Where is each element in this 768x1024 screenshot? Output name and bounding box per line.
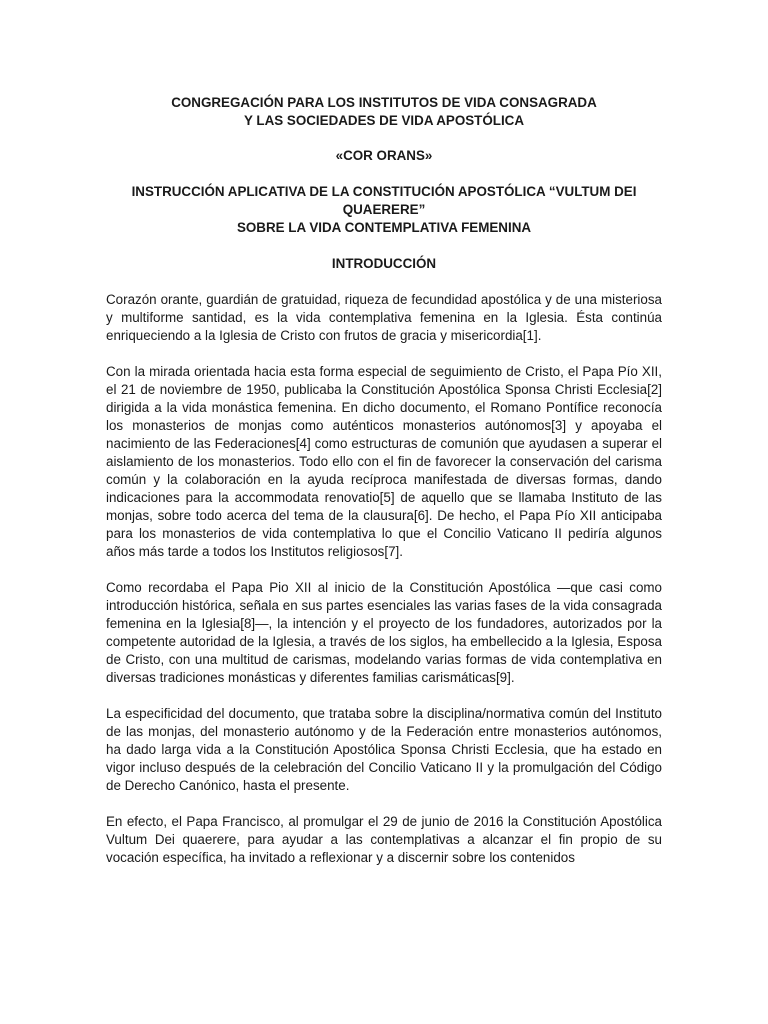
document-title: «COR ORANS» [335,148,433,163]
paragraph: Como recordaba el Papa Pio XII al inicio de la Constitución Apostólica —que casi como introducción histórica, señala en sus partes esenciales las varias fases de la vida consagrada femenina en la Iglesia[8]—, la intención y el proyecto de los fundadores, autorizados por la competente autoridad de la Iglesia, a través de los siglos, ha embellecido a la Iglesia, Esposa de Cristo, con una multitud de carismas, modelando varias formas de vida contemplativa en diversas tradiciones monásticas y diferentes familias carismáticas[9]. [106,580,662,685]
header-line-1: CONGREGACIÓN PARA LOS INSTITUTOS DE VIDA CONSAGRADA [171,95,597,110]
document-body [106,94,662,885]
congregation-header [106,94,662,130]
header-line-2: Y LAS SOCIEDADES DE VIDA APOSTÓLICA [244,113,524,128]
paragraph: En efecto, el Papa Francisco, al promulgar el 29 de junio de 2016 la Constitución Apostólica Vultum Dei quaerere, para ayudar a las contemplativas a alcanzar el fin propio de su vocación específica, ha invitado a reflexionar y a discernir sobre los contenidos [106,814,662,865]
paragraph: La especificidad del documento, que trataba sobre la disciplina/normativa común del Instituto de las monjas, del monasterio autónomo y de la Federación entre monasterios autónomos, ha dado larga vida a la Constitución Apostólica Sponsa Christi Ecclesia, que ha estado en vigor incluso después de la celebración del Concilio Vaticano II y la promulgación del Código de Derecho Canónico, hasta el presente. [106,706,662,793]
document-subtitle [106,183,662,237]
paragraph: Corazón orante, guardián de gratuidad, riqueza de fecundidad apostólica y de una misteriosa y multiforme santidad, es la vida contemplativa femenina en la Iglesia. Ésta continúa enriqueciendo a la Iglesia de Cristo con frutos de gracia y misericordia[1]. [106,292,662,343]
subtitle-line-2: SOBRE LA VIDA CONTEMPLATIVA FEMENINA [236,220,532,235]
section-title: INTRODUCCIÓN [331,256,437,271]
paragraph: Con la mirada orientada hacia esta forma especial de seguimiento de Cristo, el Papa Pío XII, el 21 de noviembre de 1950, publicaba la Constitución Apostólica Sponsa Christi Ecclesia[2] dirigida a la vida monástica femenina. En dicho documento, el Romano Pontífice reconocía los monasterios de monjas como auténticos monasterios autónomos[3] y apoyaba el nacimiento de las Federaciones[4] como estructuras de comunión que ayudasen a superar el aislamiento de los monasterios. Todo ello con el fin de favorecer la conservación del carisma común y la colaboración en la ayuda recíproca manifestada de diversas formas, dando indicaciones para la accommodata renovatio[5] de aquello que se llamaba Instituto de las monjas, sobre todo acerca del tema de la clausura[6]. De hecho, el Papa Pío XII anticipaba para los monasterios de vida contemplativa lo que el Concilio Vaticano II pediría algunos años más tarde a todos los Institutos religiosos[7]. [106,364,662,559]
subtitle-line-1: INSTRUCCIÓN APLICATIVA DE LA CONSTITUCIÓN APOSTÓLICA “VULTUM DEI QUAERERE” [131,184,637,217]
